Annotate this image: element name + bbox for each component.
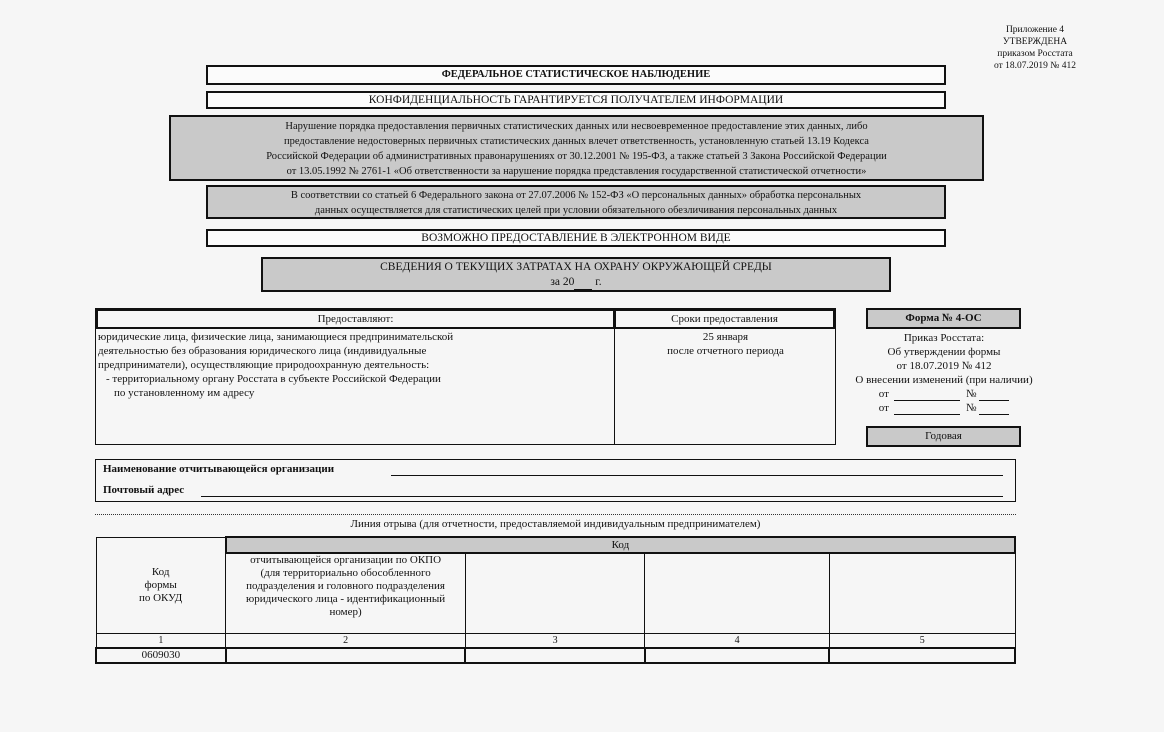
tear-line <box>95 514 1016 515</box>
org-name-field[interactable] <box>391 475 1003 476</box>
form-number: Форма № 4-ОС <box>866 308 1021 329</box>
organization-block <box>95 459 1016 502</box>
from-label: от <box>878 388 889 400</box>
periodicity: Годовая <box>866 426 1021 447</box>
notice-line: предоставление недостоверных первичных статистических данных влечет ответственность, установленную статьей 13.19 Кодекса <box>284 136 869 147</box>
providers-line: деятельностью без образования юридического лица (индивидуальные <box>98 345 427 357</box>
okpo-header <box>226 553 466 633</box>
deadline-header: Сроки предоставления <box>615 309 835 329</box>
providers-table <box>95 308 836 445</box>
codes-table <box>95 536 1016 664</box>
code-cell-5[interactable] <box>829 648 1015 663</box>
postal-address-label: Почтовый адрес <box>103 484 185 496</box>
annex-line: Приложение 4 <box>1005 25 1065 35</box>
year-suffix: г. <box>595 276 602 288</box>
code-cell-4[interactable] <box>645 648 830 663</box>
notice-line: Российской Федерации об административных правонарушениях от 30.12.2001 № 195-ФЗ, а также статьей 3 Закона Российской Федерации <box>266 151 887 162</box>
org-name-label: Наименование отчитывающейся организации <box>103 463 335 475</box>
providers-header: Предоставляют: <box>96 309 615 329</box>
okpo-code-cell[interactable] <box>226 648 466 663</box>
okud-header-line: по ОКУД <box>138 591 183 604</box>
providers-line: юридические лица, физические лица, занимающиеся предпринимательской <box>98 331 454 343</box>
from-label: от <box>878 402 889 414</box>
amendment-number-field[interactable] <box>979 389 1009 401</box>
code-header: Код <box>226 537 1015 553</box>
order-line: от 18.07.2019 № 412 <box>896 360 992 372</box>
code-header-5 <box>829 553 1015 633</box>
year-field[interactable] <box>574 278 592 290</box>
order-line: О внесении изменений (при наличии) <box>855 374 1033 386</box>
deadline-line: после отчетного периода <box>667 345 784 357</box>
okpo-header-line: отчитывающейся организации по ОКПО <box>250 554 442 566</box>
annex-line: от 18.07.2019 № 412 <box>994 61 1076 71</box>
federal-observation-banner: ФЕДЕРАЛЬНОЕ СТАТИСТИЧЕСКОЕ НАБЛЮДЕНИЕ <box>206 65 946 85</box>
okud-header-line: формы <box>144 578 177 591</box>
postal-address-field[interactable] <box>201 496 1003 497</box>
column-number: 1 <box>96 633 226 648</box>
electronic-submission-banner: ВОЗМОЖНО ПРЕДОСТАВЛЕНИЕ В ЭЛЕКТРОННОМ ВИДЕ <box>206 229 946 247</box>
code-cell-3[interactable] <box>465 648 645 663</box>
notice-line: В соответствии со статьей 6 Федерального закона от 27.07.2006 № 152-ФЗ «О персональных данных» обработка персональных <box>290 190 862 201</box>
okud-header <box>96 537 226 633</box>
providers-line: - территориальному органу Росстата в субъекте Российской Федерации <box>106 373 441 385</box>
okpo-header-line: юридического лица - идентификационный <box>246 593 446 605</box>
okpo-header-line: номер) <box>329 606 362 618</box>
annex-approval <box>975 24 1095 72</box>
column-number: 4 <box>645 633 830 648</box>
notice-line: от 13.05.1992 № 2761-1 «Об ответственности за нарушение порядка представления государственной статистической отчетности» <box>286 166 867 177</box>
okud-header-line: Код <box>151 565 170 578</box>
amendment-row <box>846 387 1042 401</box>
order-line: Приказ Росстата: <box>903 332 985 344</box>
annex-line: приказом Росстата <box>997 49 1073 59</box>
okud-code-cell: 0609030 <box>96 648 226 663</box>
code-header-3 <box>465 553 645 633</box>
deadline-text <box>616 330 835 358</box>
annex-line: УТВЕРЖДЕНА <box>1002 37 1068 47</box>
form-title <box>261 257 891 292</box>
deadline-line: 25 января <box>702 331 749 343</box>
reporting-year <box>263 275 889 290</box>
column-number: 2 <box>226 633 466 648</box>
form-order-info <box>846 331 1042 415</box>
column-divider <box>614 329 615 444</box>
okpo-header-line: (для территориально обособленного <box>260 567 431 579</box>
order-line: Об утверждении формы <box>887 346 1001 358</box>
okpo-header-line: подразделения и головного подразделения <box>246 580 445 592</box>
number-label: № <box>965 402 977 414</box>
notice-line: данных осуществляется для статистических целей при условии обязательного обезличивания персональных данных <box>314 205 838 216</box>
column-number: 3 <box>465 633 645 648</box>
form-title-text: СВЕДЕНИЯ О ТЕКУЩИХ ЗАТРАТАХ НА ОХРАНУ ОКРУЖАЮЩЕЙ СРЕДЫ <box>380 261 772 273</box>
year-prefix: за 20 <box>550 276 575 288</box>
number-label: № <box>965 388 977 400</box>
personal-data-notice <box>206 185 946 219</box>
notice-line: Нарушение порядка предоставления первичных статистических данных или несвоевременное предоставление этих данных, либо <box>285 121 868 132</box>
amendment-row <box>846 401 1042 415</box>
column-number: 5 <box>829 633 1015 648</box>
providers-text <box>98 330 608 400</box>
amendment-date-field[interactable] <box>894 403 960 415</box>
providers-line: по установленному им адресу <box>114 387 255 399</box>
code-header-4 <box>645 553 830 633</box>
confidentiality-banner: КОНФИДЕНЦИАЛЬНОСТЬ ГАРАНТИРУЕТСЯ ПОЛУЧАТЕЛЕМ ИНФОРМАЦИИ <box>206 91 946 109</box>
violation-notice <box>169 115 984 181</box>
amendment-date-field[interactable] <box>894 389 960 401</box>
amendment-number-field[interactable] <box>979 403 1009 415</box>
providers-line: предприниматели), осуществляющие природоохранную деятельность: <box>98 359 430 371</box>
tear-line-caption: Линия отрыва (для отчетности, предоставляемой индивидуальным предпринимателем) <box>350 518 761 530</box>
